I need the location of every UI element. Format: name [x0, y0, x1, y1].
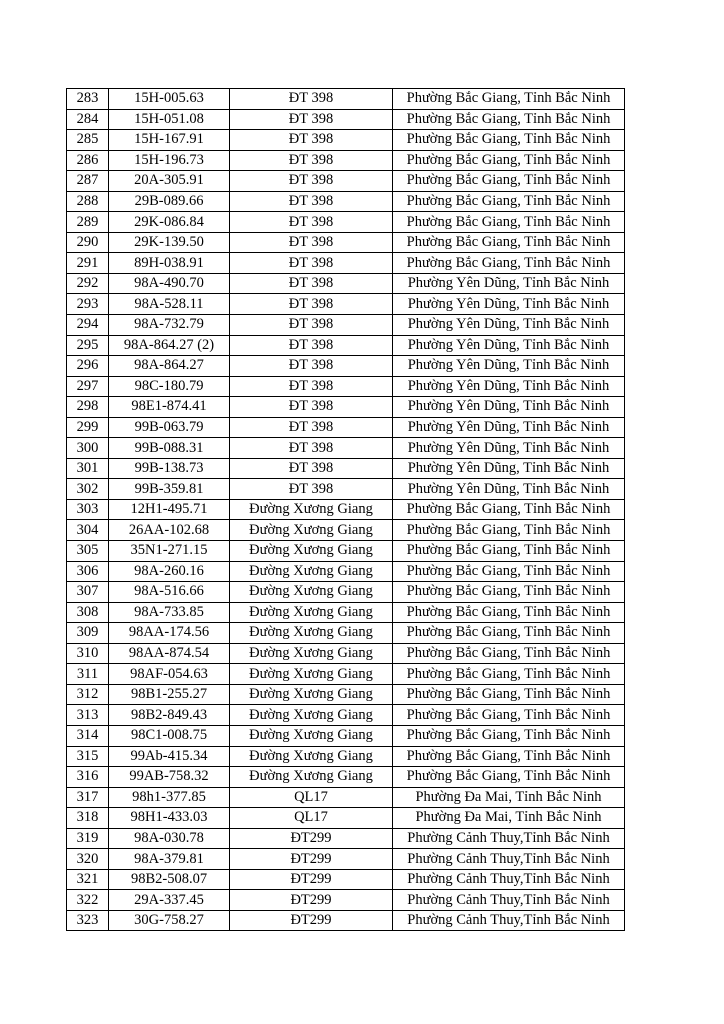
license-plate-cell: 98AA-174.56	[109, 623, 230, 644]
road-cell: ĐT299	[230, 849, 393, 870]
row-number-cell: 294	[67, 315, 109, 336]
license-plate-cell: 98A-379.81	[109, 849, 230, 870]
license-plate-cell: 29A-337.45	[109, 890, 230, 911]
road-cell: ĐT 398	[230, 294, 393, 315]
location-cell: Phường Yên Dũng, Tỉnh Bắc Ninh	[393, 335, 625, 356]
road-cell: ĐT 398	[230, 376, 393, 397]
license-plate-cell: 98A-516.66	[109, 582, 230, 603]
license-plate-cell: 99B-138.73	[109, 458, 230, 479]
license-plate-cell: 99AB-758.32	[109, 767, 230, 788]
road-cell: ĐT 398	[230, 458, 393, 479]
location-cell: Phường Bắc Giang, Tỉnh Bắc Ninh	[393, 664, 625, 685]
row-number-cell: 316	[67, 767, 109, 788]
location-cell: Phường Yên Dũng, Tỉnh Bắc Ninh	[393, 294, 625, 315]
location-cell: Phường Bắc Giang, Tỉnh Bắc Ninh	[393, 191, 625, 212]
table-row	[67, 623, 625, 644]
table-row	[67, 376, 625, 397]
road-cell: ĐT 398	[230, 232, 393, 253]
road-cell: ĐT 398	[230, 479, 393, 500]
row-number-cell: 322	[67, 890, 109, 911]
road-cell: ĐT 398	[230, 335, 393, 356]
row-number-cell: 306	[67, 561, 109, 582]
table-body	[67, 89, 625, 931]
location-cell: Phường Bắc Giang, Tỉnh Bắc Ninh	[393, 582, 625, 603]
row-number-cell: 289	[67, 212, 109, 233]
license-plate-cell: 29K-139.50	[109, 232, 230, 253]
license-plate-cell: 98A-864.27	[109, 356, 230, 377]
row-number-cell: 297	[67, 376, 109, 397]
location-cell: Phường Bắc Giang, Tỉnh Bắc Ninh	[393, 150, 625, 171]
road-cell: QL17	[230, 808, 393, 829]
license-plate-cell: 98E1-874.41	[109, 397, 230, 418]
table-row	[67, 890, 625, 911]
table-row	[67, 356, 625, 377]
road-cell: Đường Xương Giang	[230, 684, 393, 705]
road-cell: ĐT 398	[230, 191, 393, 212]
location-cell: Phường Bắc Giang, Tỉnh Bắc Ninh	[393, 212, 625, 233]
road-cell: ĐT 398	[230, 397, 393, 418]
location-cell: Phường Bắc Giang, Tỉnh Bắc Ninh	[393, 746, 625, 767]
table-row	[67, 808, 625, 829]
location-cell: Phường Bắc Giang, Tỉnh Bắc Ninh	[393, 767, 625, 788]
table-row	[67, 643, 625, 664]
row-number-cell: 312	[67, 684, 109, 705]
road-cell: ĐT299	[230, 869, 393, 890]
table-row	[67, 746, 625, 767]
road-cell: Đường Xương Giang	[230, 520, 393, 541]
license-plate-cell: 89H-038.91	[109, 253, 230, 274]
road-cell: ĐT299	[230, 890, 393, 911]
location-cell: Phường Yên Dũng, Tỉnh Bắc Ninh	[393, 315, 625, 336]
location-cell: Phường Bắc Giang, Tỉnh Bắc Ninh	[393, 541, 625, 562]
table-row	[67, 684, 625, 705]
row-number-cell: 303	[67, 499, 109, 520]
table-row	[67, 109, 625, 130]
table-row	[67, 232, 625, 253]
table-row	[67, 725, 625, 746]
row-number-cell: 320	[67, 849, 109, 870]
location-cell: Phường Yên Dũng, Tỉnh Bắc Ninh	[393, 438, 625, 459]
license-plate-cell: 98B2-849.43	[109, 705, 230, 726]
location-cell: Phường Yên Dũng, Tỉnh Bắc Ninh	[393, 376, 625, 397]
license-plate-cell: 99B-063.79	[109, 417, 230, 438]
road-cell: Đường Xương Giang	[230, 623, 393, 644]
row-number-cell: 292	[67, 273, 109, 294]
road-cell: ĐT 398	[230, 417, 393, 438]
location-cell: Phường Yên Dũng, Tỉnh Bắc Ninh	[393, 356, 625, 377]
location-cell: Phường Bắc Giang, Tỉnh Bắc Ninh	[393, 643, 625, 664]
license-plate-cell: 15H-051.08	[109, 109, 230, 130]
location-cell: Phường Bắc Giang, Tỉnh Bắc Ninh	[393, 130, 625, 151]
table-row	[67, 130, 625, 151]
row-number-cell: 295	[67, 335, 109, 356]
row-number-cell: 304	[67, 520, 109, 541]
row-number-cell: 291	[67, 253, 109, 274]
row-number-cell: 317	[67, 787, 109, 808]
license-plate-cell: 99B-359.81	[109, 479, 230, 500]
row-number-cell: 300	[67, 438, 109, 459]
table-row	[67, 869, 625, 890]
license-plate-cell: 15H-196.73	[109, 150, 230, 171]
license-plate-cell: 12H1-495.71	[109, 499, 230, 520]
license-plate-cell: 15H-167.91	[109, 130, 230, 151]
table-row	[67, 582, 625, 603]
table-row	[67, 479, 625, 500]
row-number-cell: 290	[67, 232, 109, 253]
row-number-cell: 286	[67, 150, 109, 171]
location-cell: Phường Bắc Giang, Tỉnh Bắc Ninh	[393, 561, 625, 582]
location-cell: Phường Bắc Giang, Tỉnh Bắc Ninh	[393, 705, 625, 726]
table-row	[67, 253, 625, 274]
location-cell: Phường Bắc Giang, Tỉnh Bắc Ninh	[393, 171, 625, 192]
location-cell: Phường Yên Dũng, Tỉnh Bắc Ninh	[393, 479, 625, 500]
row-number-cell: 296	[67, 356, 109, 377]
road-cell: ĐT299	[230, 910, 393, 931]
row-number-cell: 318	[67, 808, 109, 829]
road-cell: Đường Xương Giang	[230, 746, 393, 767]
location-cell: Phường Yên Dũng, Tỉnh Bắc Ninh	[393, 417, 625, 438]
row-number-cell: 305	[67, 541, 109, 562]
row-number-cell: 293	[67, 294, 109, 315]
table-row	[67, 499, 625, 520]
road-cell: ĐT299	[230, 828, 393, 849]
road-cell: ĐT 398	[230, 171, 393, 192]
license-plate-cell: 98A-528.11	[109, 294, 230, 315]
row-number-cell: 285	[67, 130, 109, 151]
table-row	[67, 397, 625, 418]
row-number-cell: 321	[67, 869, 109, 890]
location-cell: Phường Bắc Giang, Tỉnh Bắc Ninh	[393, 499, 625, 520]
table-row	[67, 561, 625, 582]
table-row	[67, 602, 625, 623]
road-cell: ĐT 398	[230, 273, 393, 294]
location-cell: Phường Cảnh Thuy,Tỉnh Bắc Ninh	[393, 869, 625, 890]
road-cell: ĐT 398	[230, 253, 393, 274]
license-plate-cell: 15H-005.63	[109, 89, 230, 110]
license-plate-cell: 20A-305.91	[109, 171, 230, 192]
table-row	[67, 335, 625, 356]
document-page	[66, 88, 625, 931]
road-cell: Đường Xương Giang	[230, 643, 393, 664]
location-cell: Phường Yên Dũng, Tỉnh Bắc Ninh	[393, 458, 625, 479]
license-plate-cell: 29B-089.66	[109, 191, 230, 212]
table-row	[67, 458, 625, 479]
table-row	[67, 294, 625, 315]
row-number-cell: 311	[67, 664, 109, 685]
license-plate-cell: 98C-180.79	[109, 376, 230, 397]
row-number-cell: 313	[67, 705, 109, 726]
license-plate-cell: 30G-758.27	[109, 910, 230, 931]
license-plate-cell: 98A-490.70	[109, 273, 230, 294]
table-row	[67, 520, 625, 541]
road-cell: ĐT 398	[230, 315, 393, 336]
table-row	[67, 89, 625, 110]
license-plate-cell: 98AA-874.54	[109, 643, 230, 664]
road-cell: ĐT 398	[230, 212, 393, 233]
road-cell: ĐT 398	[230, 109, 393, 130]
location-cell: Phường Cảnh Thuy,Tỉnh Bắc Ninh	[393, 849, 625, 870]
road-cell: ĐT 398	[230, 130, 393, 151]
table-row	[67, 212, 625, 233]
table-row	[67, 910, 625, 931]
license-plate-cell: 98A-864.27 (2)	[109, 335, 230, 356]
road-cell: QL17	[230, 787, 393, 808]
road-cell: Đường Xương Giang	[230, 602, 393, 623]
table-row	[67, 664, 625, 685]
table-row	[67, 171, 625, 192]
location-cell: Phường Cảnh Thuy,Tỉnh Bắc Ninh	[393, 890, 625, 911]
license-plate-cell: 98A-260.16	[109, 561, 230, 582]
row-number-cell: 302	[67, 479, 109, 500]
license-plate-cell: 29K-086.84	[109, 212, 230, 233]
row-number-cell: 284	[67, 109, 109, 130]
location-cell: Phường Cảnh Thuy,Tỉnh Bắc Ninh	[393, 828, 625, 849]
location-cell: Phường Bắc Giang, Tỉnh Bắc Ninh	[393, 520, 625, 541]
location-cell: Phường Cảnh Thuy,Tỉnh Bắc Ninh	[393, 910, 625, 931]
table-row	[67, 767, 625, 788]
row-number-cell: 283	[67, 89, 109, 110]
location-cell: Phường Đa Mai, Tỉnh Bắc Ninh	[393, 808, 625, 829]
row-number-cell: 298	[67, 397, 109, 418]
location-cell: Phường Bắc Giang, Tỉnh Bắc Ninh	[393, 232, 625, 253]
row-number-cell: 310	[67, 643, 109, 664]
table-row	[67, 828, 625, 849]
location-cell: Phường Bắc Giang, Tỉnh Bắc Ninh	[393, 623, 625, 644]
row-number-cell: 287	[67, 171, 109, 192]
location-cell: Phường Bắc Giang, Tỉnh Bắc Ninh	[393, 684, 625, 705]
license-plate-cell: 98A-030.78	[109, 828, 230, 849]
location-cell: Phường Đa Mai, Tỉnh Bắc Ninh	[393, 787, 625, 808]
license-plate-cell: 98A-733.85	[109, 602, 230, 623]
license-plate-cell: 98H1-433.03	[109, 808, 230, 829]
road-cell: ĐT 398	[230, 150, 393, 171]
row-number-cell: 309	[67, 623, 109, 644]
table-row	[67, 417, 625, 438]
row-number-cell: 307	[67, 582, 109, 603]
location-cell: Phường Bắc Giang, Tỉnh Bắc Ninh	[393, 89, 625, 110]
row-number-cell: 301	[67, 458, 109, 479]
location-cell: Phường Bắc Giang, Tỉnh Bắc Ninh	[393, 602, 625, 623]
license-plate-cell: 99B-088.31	[109, 438, 230, 459]
table-row	[67, 191, 625, 212]
row-number-cell: 314	[67, 725, 109, 746]
license-plate-cell: 98h1-377.85	[109, 787, 230, 808]
table-row	[67, 273, 625, 294]
road-cell: Đường Xương Giang	[230, 541, 393, 562]
table-row	[67, 849, 625, 870]
table-row	[67, 541, 625, 562]
license-plate-cell: 98AF-054.63	[109, 664, 230, 685]
road-cell: Đường Xương Giang	[230, 705, 393, 726]
road-cell: Đường Xương Giang	[230, 561, 393, 582]
license-plate-cell: 35N1-271.15	[109, 541, 230, 562]
license-plate-cell: 98B1-255.27	[109, 684, 230, 705]
road-cell: Đường Xương Giang	[230, 725, 393, 746]
row-number-cell: 323	[67, 910, 109, 931]
road-cell: ĐT 398	[230, 89, 393, 110]
location-cell: Phường Bắc Giang, Tỉnh Bắc Ninh	[393, 725, 625, 746]
license-plate-cell: 98A-732.79	[109, 315, 230, 336]
location-cell: Phường Bắc Giang, Tỉnh Bắc Ninh	[393, 109, 625, 130]
road-cell: Đường Xương Giang	[230, 582, 393, 603]
road-cell: Đường Xương Giang	[230, 664, 393, 685]
location-cell: Phường Bắc Giang, Tỉnh Bắc Ninh	[393, 253, 625, 274]
table-row	[67, 705, 625, 726]
row-number-cell: 288	[67, 191, 109, 212]
violation-table	[66, 88, 625, 931]
location-cell: Phường Yên Dũng, Tỉnh Bắc Ninh	[393, 397, 625, 418]
road-cell: Đường Xương Giang	[230, 499, 393, 520]
location-cell: Phường Yên Dũng, Tỉnh Bắc Ninh	[393, 273, 625, 294]
road-cell: Đường Xương Giang	[230, 767, 393, 788]
row-number-cell: 315	[67, 746, 109, 767]
table-row	[67, 787, 625, 808]
license-plate-cell: 98C1-008.75	[109, 725, 230, 746]
table-row	[67, 315, 625, 336]
license-plate-cell: 98B2-508.07	[109, 869, 230, 890]
table-row	[67, 438, 625, 459]
license-plate-cell: 26AA-102.68	[109, 520, 230, 541]
license-plate-cell: 99Ab-415.34	[109, 746, 230, 767]
table-row	[67, 150, 625, 171]
road-cell: ĐT 398	[230, 438, 393, 459]
row-number-cell: 308	[67, 602, 109, 623]
row-number-cell: 299	[67, 417, 109, 438]
road-cell: ĐT 398	[230, 356, 393, 377]
row-number-cell: 319	[67, 828, 109, 849]
